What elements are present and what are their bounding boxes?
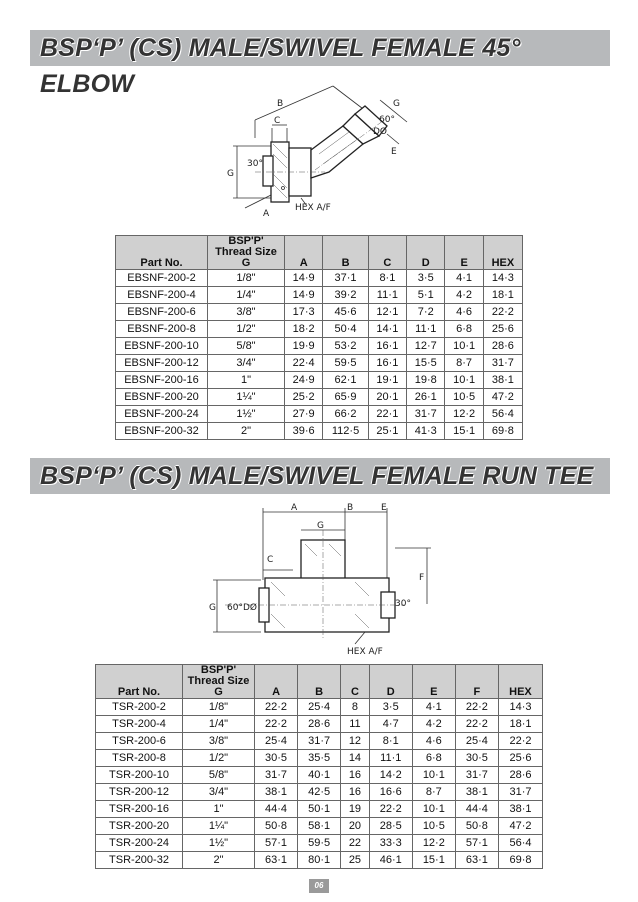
cell-b: 25·4 — [298, 699, 341, 716]
elbow-30-label: 30° — [247, 159, 263, 169]
col-c: C — [341, 665, 370, 699]
cell-e: 4·1 — [412, 699, 455, 716]
thread-header-line3: G — [214, 686, 223, 698]
cell-b: 31·7 — [298, 733, 341, 750]
cell-d: 15·5 — [407, 355, 445, 372]
cell-c: 8·1 — [368, 270, 406, 287]
cell-b: 40·1 — [298, 767, 341, 784]
cell-c: 16·1 — [368, 355, 406, 372]
cell-g: 1/2" — [208, 321, 285, 338]
cell-c: 16·1 — [368, 338, 406, 355]
cell-g: 3/4" — [183, 784, 255, 801]
cell-g: 1/4" — [208, 287, 285, 304]
tee-d-label: DØ — [243, 603, 258, 613]
cell-d: 31·7 — [407, 406, 445, 423]
cell-c: 14·1 — [368, 321, 406, 338]
cell-g: 5/8" — [208, 338, 285, 355]
tee-g-left-label: G — [209, 603, 216, 613]
cell-e: 15·1 — [412, 852, 455, 869]
tee-60-label: 60° — [227, 603, 243, 613]
cell-d: 22·2 — [369, 801, 412, 818]
elbow-spec-table — [115, 235, 523, 440]
table-row — [116, 355, 523, 372]
cell-part: EBSNF-200-6 — [116, 304, 208, 321]
cell-c: 12 — [341, 733, 370, 750]
cell-e: 4·2 — [412, 716, 455, 733]
col-hex: HEX — [498, 665, 542, 699]
col-part-no: Part No. — [96, 665, 183, 699]
cell-g: 2" — [208, 423, 285, 440]
cell-g: 5/8" — [183, 767, 255, 784]
col-f: F — [455, 665, 498, 699]
tee-g-top-label: G — [317, 521, 324, 531]
cell-b: 45·6 — [323, 304, 368, 321]
cell-a: 50·8 — [255, 818, 298, 835]
cell-e: 10·1 — [412, 801, 455, 818]
cell-a: 63·1 — [255, 852, 298, 869]
cell-c: 20 — [341, 818, 370, 835]
cell-b: 50·4 — [323, 321, 368, 338]
cell-b: 37·1 — [323, 270, 368, 287]
cell-d: 3·5 — [369, 699, 412, 716]
cell-part: TSR-200-2 — [96, 699, 183, 716]
cell-a: 17·3 — [285, 304, 323, 321]
cell-a: 31·7 — [255, 767, 298, 784]
cell-g: 1¼" — [183, 818, 255, 835]
cell-d: 28·5 — [369, 818, 412, 835]
cell-f: 63·1 — [455, 852, 498, 869]
tee-e-label: E — [381, 503, 387, 513]
cell-g: 3/8" — [208, 304, 285, 321]
table-row — [96, 852, 543, 869]
section1-banner — [30, 30, 610, 98]
col-e: E — [445, 236, 483, 270]
cell-e: 6·8 — [445, 321, 483, 338]
cell-f: 31·7 — [455, 767, 498, 784]
cell-b: 59·5 — [298, 835, 341, 852]
cell-part: EBSNF-200-8 — [116, 321, 208, 338]
cell-a: 25·2 — [285, 389, 323, 406]
col-thread-size — [208, 236, 285, 270]
cell-hex: 47·2 — [498, 818, 542, 835]
thread-header-line2: Thread Size — [187, 675, 250, 687]
tee-a-label: A — [291, 503, 298, 513]
cell-c: 16 — [341, 784, 370, 801]
elbow-d-label: DØ — [373, 127, 388, 137]
cell-c: 22·1 — [368, 406, 406, 423]
cell-d: 5·1 — [407, 287, 445, 304]
thread-header-line1: BSP'P' — [200, 664, 237, 676]
cell-g: 1¼" — [208, 389, 285, 406]
elbow-g-right-label: G — [393, 99, 400, 109]
table-row — [116, 406, 523, 423]
cell-hex: 28·6 — [498, 767, 542, 784]
cell-hex: 69·8 — [483, 423, 522, 440]
cell-d: 8·1 — [369, 733, 412, 750]
cell-d: 26·1 — [407, 389, 445, 406]
cell-d: 12·7 — [407, 338, 445, 355]
cell-e: 6·8 — [412, 750, 455, 767]
cell-part: EBSNF-200-32 — [116, 423, 208, 440]
cell-b: 112·5 — [323, 423, 368, 440]
cell-g: 1/2" — [183, 750, 255, 767]
cell-e: 10·1 — [445, 372, 483, 389]
cell-part: EBSNF-200-10 — [116, 338, 208, 355]
section2-title: BSP‘P’ (CS) MALE/SWIVEL FEMALE RUN TEE — [40, 462, 594, 490]
table-header-row — [116, 236, 523, 270]
cell-part: EBSNF-200-2 — [116, 270, 208, 287]
cell-e: 8·7 — [445, 355, 483, 372]
cell-d: 41·3 — [407, 423, 445, 440]
cell-b: 59·5 — [323, 355, 368, 372]
thread-header-line3: G — [241, 257, 251, 269]
table-row — [116, 338, 523, 355]
col-c: C — [368, 236, 406, 270]
table-row — [96, 835, 543, 852]
cell-g: 1/8" — [183, 699, 255, 716]
cell-a: 18·2 — [285, 321, 323, 338]
cell-part: TSR-200-12 — [96, 784, 183, 801]
cell-a: 57·1 — [255, 835, 298, 852]
cell-hex: 69·8 — [498, 852, 542, 869]
cell-a: 14·9 — [285, 287, 323, 304]
elbow-c-label: C — [274, 116, 281, 126]
cell-part: TSR-200-24 — [96, 835, 183, 852]
col-b: B — [323, 236, 368, 270]
cell-f: 22·2 — [455, 716, 498, 733]
elbow-hex-label: HEX A/F — [295, 203, 331, 213]
cell-b: 39·2 — [323, 287, 368, 304]
cell-e: 10·5 — [445, 389, 483, 406]
cell-g: 1" — [208, 372, 285, 389]
cell-g: 2" — [183, 852, 255, 869]
table-row — [116, 423, 523, 440]
cell-c: 16 — [341, 767, 370, 784]
cell-b: 35·5 — [298, 750, 341, 767]
cell-f: 44·4 — [455, 801, 498, 818]
cell-a: 22·2 — [255, 716, 298, 733]
cell-g: 3/8" — [183, 733, 255, 750]
cell-g: 1½" — [183, 835, 255, 852]
tee-spec-table — [95, 664, 543, 869]
table-row — [116, 304, 523, 321]
cell-e: 15·1 — [445, 423, 483, 440]
cell-a: 44·4 — [255, 801, 298, 818]
cell-part: TSR-200-10 — [96, 767, 183, 784]
cell-a: 22·2 — [255, 699, 298, 716]
cell-d: 7·2 — [407, 304, 445, 321]
cell-b: 28·6 — [298, 716, 341, 733]
table-row — [96, 818, 543, 835]
col-b: B — [298, 665, 341, 699]
cell-part: EBSNF-200-16 — [116, 372, 208, 389]
cell-hex: 31·7 — [498, 784, 542, 801]
elbow-45-drawing — [215, 78, 415, 228]
elbow-60-label: 60° — [379, 115, 395, 125]
col-e: E — [412, 665, 455, 699]
cell-d: 33·3 — [369, 835, 412, 852]
cell-e: 4·6 — [445, 304, 483, 321]
cell-a: 19·9 — [285, 338, 323, 355]
cell-hex: 56·4 — [498, 835, 542, 852]
tee-c-label: C — [267, 555, 274, 565]
col-thread-size — [183, 665, 255, 699]
elbow-b-label: B — [277, 99, 284, 109]
cell-f: 38·1 — [455, 784, 498, 801]
cell-e: 8·7 — [412, 784, 455, 801]
tee-b-label: B — [347, 503, 354, 513]
cell-d: 14·2 — [369, 767, 412, 784]
cell-f: 25·4 — [455, 733, 498, 750]
cell-c: 25 — [341, 852, 370, 869]
cell-hex: 25·6 — [498, 750, 542, 767]
cell-hex: 47·2 — [483, 389, 522, 406]
col-d: D — [369, 665, 412, 699]
cell-d: 3·5 — [407, 270, 445, 287]
cell-d: 16·6 — [369, 784, 412, 801]
cell-g: 1/4" — [183, 716, 255, 733]
cell-a: 27·9 — [285, 406, 323, 423]
table-row — [96, 784, 543, 801]
cell-part: TSR-200-6 — [96, 733, 183, 750]
col-d: D — [407, 236, 445, 270]
col-a: A — [255, 665, 298, 699]
cell-e: 4·1 — [445, 270, 483, 287]
table-row — [116, 372, 523, 389]
table-row — [96, 801, 543, 818]
cell-e: 4·6 — [412, 733, 455, 750]
cell-c: 11·1 — [368, 287, 406, 304]
run-tee-drawing — [205, 500, 445, 660]
cell-hex: 31·7 — [483, 355, 522, 372]
cell-c: 22 — [341, 835, 370, 852]
cell-d: 11·1 — [407, 321, 445, 338]
page-number: 06 — [309, 879, 329, 893]
table-row — [116, 287, 523, 304]
table-row — [96, 767, 543, 784]
cell-hex: 28·6 — [483, 338, 522, 355]
elbow-e-label: E — [391, 147, 397, 157]
cell-a: 38·1 — [255, 784, 298, 801]
cell-part: TSR-200-16 — [96, 801, 183, 818]
cell-f: 50·8 — [455, 818, 498, 835]
cell-f: 30·5 — [455, 750, 498, 767]
cell-part: TSR-200-8 — [96, 750, 183, 767]
cell-c: 25·1 — [368, 423, 406, 440]
table-row — [96, 733, 543, 750]
cell-hex: 22·2 — [498, 733, 542, 750]
col-a: A — [285, 236, 323, 270]
cell-a: 30·5 — [255, 750, 298, 767]
cell-hex: 56·4 — [483, 406, 522, 423]
cell-g: 1" — [183, 801, 255, 818]
table-row — [96, 699, 543, 716]
table-row — [116, 270, 523, 287]
cell-a: 39·6 — [285, 423, 323, 440]
section1-title: BSP‘P’ (CS) MALE/SWIVEL FEMALE 45° ELBOW — [40, 34, 521, 98]
cell-e: 10·1 — [445, 338, 483, 355]
cell-part: EBSNF-200-24 — [116, 406, 208, 423]
cell-b: 53·2 — [323, 338, 368, 355]
cell-e: 12·2 — [412, 835, 455, 852]
cell-part: TSR-200-20 — [96, 818, 183, 835]
cell-hex: 38·1 — [483, 372, 522, 389]
cell-a: 25·4 — [255, 733, 298, 750]
cell-d: 4·7 — [369, 716, 412, 733]
cell-hex: 18·1 — [483, 287, 522, 304]
cell-g: 3/4" — [208, 355, 285, 372]
cell-f: 57·1 — [455, 835, 498, 852]
cell-a: 22·4 — [285, 355, 323, 372]
cell-a: 14·9 — [285, 270, 323, 287]
cell-b: 58·1 — [298, 818, 341, 835]
cell-b: 66·2 — [323, 406, 368, 423]
cell-e: 10·1 — [412, 767, 455, 784]
col-part-no: Part No. — [116, 236, 208, 270]
cell-c: 12·1 — [368, 304, 406, 321]
tee-30-label: 30° — [395, 599, 411, 609]
thread-header-line2: Thread Size — [215, 246, 277, 258]
cell-c: 19·1 — [368, 372, 406, 389]
cell-e: 10·5 — [412, 818, 455, 835]
cell-b: 42·5 — [298, 784, 341, 801]
cell-part: EBSNF-200-12 — [116, 355, 208, 372]
cell-c: 14 — [341, 750, 370, 767]
cell-c: 20·1 — [368, 389, 406, 406]
cell-g: 1/8" — [208, 270, 285, 287]
cell-part: EBSNF-200-4 — [116, 287, 208, 304]
table-row — [116, 389, 523, 406]
tee-f-label: F — [419, 573, 425, 583]
cell-c: 19 — [341, 801, 370, 818]
elbow-a-label: A — [263, 209, 270, 219]
table-row — [116, 321, 523, 338]
cell-b: 62·1 — [323, 372, 368, 389]
cell-c: 8 — [341, 699, 370, 716]
cell-b: 80·1 — [298, 852, 341, 869]
cell-hex: 18·1 — [498, 716, 542, 733]
cell-hex: 14·3 — [483, 270, 522, 287]
cell-e: 4·2 — [445, 287, 483, 304]
section2-banner — [30, 458, 610, 494]
cell-part: EBSNF-200-20 — [116, 389, 208, 406]
cell-e: 12·2 — [445, 406, 483, 423]
cell-hex: 22·2 — [483, 304, 522, 321]
cell-d: 19·8 — [407, 372, 445, 389]
cell-a: 24·9 — [285, 372, 323, 389]
cell-b: 65·9 — [323, 389, 368, 406]
col-hex: HEX — [483, 236, 522, 270]
cell-hex: 38·1 — [498, 801, 542, 818]
cell-c: 11 — [341, 716, 370, 733]
cell-d: 46·1 — [369, 852, 412, 869]
cell-part: TSR-200-32 — [96, 852, 183, 869]
elbow-g-left-label: G — [227, 169, 234, 179]
cell-d: 11·1 — [369, 750, 412, 767]
cell-g: 1½" — [208, 406, 285, 423]
cell-hex: 25·6 — [483, 321, 522, 338]
tee-hex-label: HEX A/F — [347, 647, 383, 657]
thread-header-line1: BSP'P' — [228, 235, 264, 247]
table-row — [96, 716, 543, 733]
cell-f: 22·2 — [455, 699, 498, 716]
table-row — [96, 750, 543, 767]
cell-b: 50·1 — [298, 801, 341, 818]
table-header-row — [96, 665, 543, 699]
cell-hex: 14·3 — [498, 699, 542, 716]
cell-part: TSR-200-4 — [96, 716, 183, 733]
